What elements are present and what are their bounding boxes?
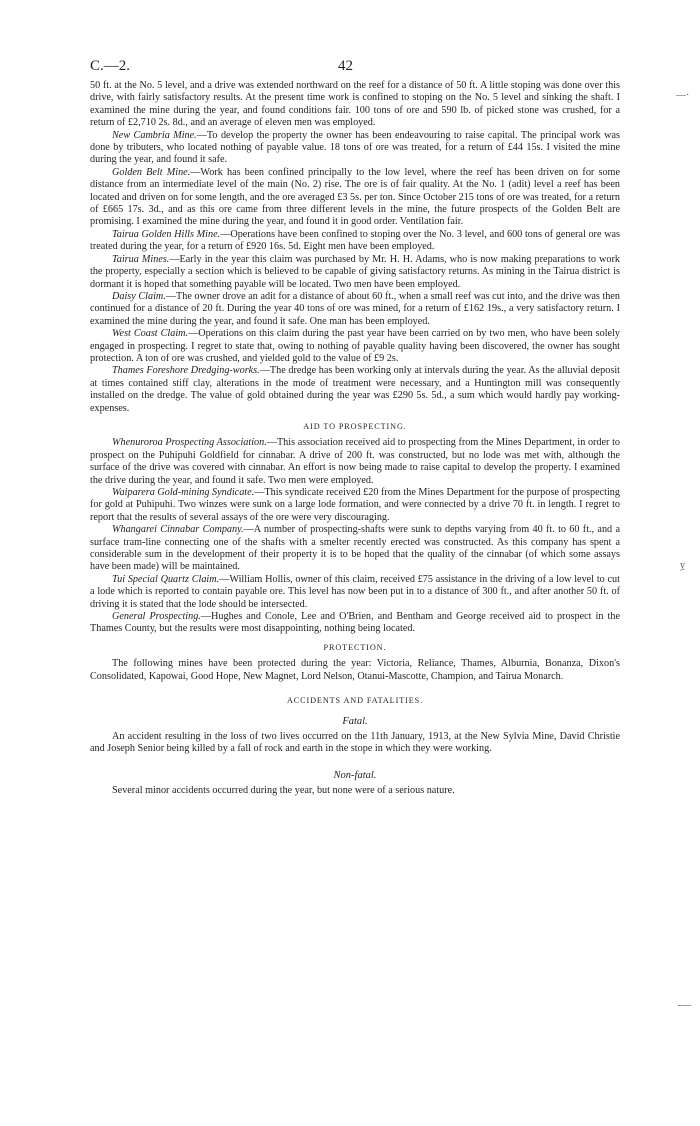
section-heading-protection: PROTECTION. bbox=[323, 642, 387, 652]
paragraph: New Cambria Mine.—To develop the property the owner has been endeavouring to raise capital. The principal work was done by tributers, who located nothing of payable value. 18 tons of ore was treated, for a return of £44 15s. I visited the mine during the year, and found it safe. bbox=[90, 129, 621, 166]
paragraph: Whenuroroa Prospecting Association.—This association received aid to prospecting from the Mines Department, in order to prospect on the Puhipuhi Goldfield for cinnabar. A drive of 200 ft. was constructed, but no lode was met with, although the surface of the drive was covered with cinnabar. An effort is now being made to raise capital to develop the property. I examined the drive during the year, and found it safe. Two men were employed. bbox=[90, 437, 620, 486]
paragraph-title: Daisy Claim. bbox=[112, 290, 166, 302]
paragraph-title: Tairua Mines. bbox=[112, 253, 170, 265]
paragraph-title: West Coast Claim. bbox=[112, 328, 189, 340]
protection-paragraph: The following mines have been protected during the year: Victoria, Reliance, Thames, Alburnia, Bonanza, Dixon's Consolidated, Kapowai, Good Hope, New Magnet, Lord Nelson, Otanui-Mascotte, Champion, and Tairua Monarch. bbox=[90, 658, 620, 682]
page-header bbox=[90, 58, 620, 78]
paragraph: General Prospecting.—Hughes and Conole, Lee and O'Brien, and Bentham and George received aid to prospect in the Thames County, but the results were most disappointing, nothing being located. bbox=[90, 611, 620, 635]
paragraph-title: General Prospecting. bbox=[112, 611, 201, 623]
paragraph: 50 ft. at the No. 5 level, and a drive was extended northward on the reef for a distance of 50 ft. A little stoping was done over this drive, with fairly satisfactory results. At the present time work is confined to stoping on the No. 5 level and sinking the shaft. I examined the mine during the year, and found conditions fair. 100 tons of ore and 590 lb. of picked stone was crushed, for a return of £2,710 2s. 8d., and an average of eleven men was employed. bbox=[90, 80, 620, 129]
paragraph-title: Whangarei Cinnabar Company. bbox=[112, 524, 244, 536]
paragraph: Tui Special Quartz Claim.—William Hollis, owner of this claim, received £75 assistance in the driving of a low level to cut a lode which is reported to contain payable ore. This level has now been put in to a distance of 300 ft., and after another 50 ft. of driving it is stated that the lode should be intersected. bbox=[90, 573, 620, 610]
margin-mark: —· bbox=[676, 90, 690, 101]
paragraph: West Coast Claim.—Operations on this claim during the past year have been carried on by two men, who have been solely engaged in prospecting. I regret to state that, owing to nothing of payable quality having been discovered, the owner has sought protection. A ton of ore was crushed, and yielded gold to the value of £9 2s. bbox=[90, 328, 620, 364]
document-body bbox=[90, 80, 620, 798]
paragraph: Whangarei Cinnabar Company.—A number of prospecting-shafts were sunk to depths varying from 40 ft. to 60 ft., and a surface tram-line connecting one of the shafts with a smelter recently erected was constructed. As this company has spent a considerable sum in the development of their property it is to be hoped that the quality of the cinnabar (of which some assays have been made) will be maintained. bbox=[90, 524, 620, 573]
paragraph: Waiparera Gold-mining Syndicate.—This syndicate received £20 from the Mines Department for the purpose of prospecting for gold at Puhipuhi. Two winzes were sunk on a large lode formation, and were connected by a drive 70 ft. in length. I regret to report that the results of several assays of the ore were very discouraging. bbox=[90, 487, 620, 523]
paragraph-title: Golden Belt Mine. bbox=[112, 166, 191, 178]
paragraph-title: Thames Foreshore Dredging-works. bbox=[112, 365, 260, 377]
paragraph-title: Waiparera Gold-mining Syndicate. bbox=[112, 487, 255, 498]
paragraph-title: Whenuroroa Prospecting Association. bbox=[112, 437, 267, 449]
series-code: C.—2. bbox=[90, 58, 131, 74]
section-heading-accidents: ACCIDENTS AND FATALITIES. bbox=[286, 696, 424, 706]
paragraph: Tairua Mines.—Early in the year this claim was purchased by Mr. H. H. Adams, who is now making preparations to work the property, especially a section which is believed to be capable of giving satisfactory returns. As mining in the Tairua district is dormant it is hoped that something payable will be located. Two men have been employed. bbox=[90, 253, 620, 290]
page-number: 42 bbox=[338, 58, 353, 74]
section-heading-aid: AID TO PROSPECTING. bbox=[303, 421, 407, 431]
fatal-paragraph: An accident resulting in the loss of two lives occurred on the 11th January, 1913, at the New Sylvia Mine, David Christie and Joseph Senior being killed by a fall of rock and earth in the stope in which they were working. bbox=[90, 730, 620, 755]
subheading-nonfatal: Non-fatal. bbox=[333, 769, 377, 781]
nonfatal-paragraph: Several minor accidents occurred during the year, but none were of a serious nature. bbox=[112, 785, 455, 797]
paragraph-title: Tui Special Quartz Claim. bbox=[112, 573, 220, 585]
margin-mark: ỵ bbox=[680, 560, 685, 571]
margin-mark: -— bbox=[678, 1000, 692, 1011]
paragraph: Tairua Golden Hills Mine.—Operations have been confined to stoping over the No. 3 level, and 600 tons of general ore was treated during the year, for a return of £920 16s. 5d. Eight men have been employed. bbox=[90, 228, 621, 253]
paragraph-title: Tairua Golden Hills Mine. bbox=[112, 228, 221, 240]
paragraph-title: New Cambria Mine. bbox=[112, 129, 197, 141]
paragraph: Golden Belt Mine.—Work has been confined principally to the low level, where the reef has been driven on for some distance from an intermediate level of the main (No. 2) rise. The ore is of fair quality. At the No. 1 (adit) level a reef has been located and driven on for some length, and the ore averaged £3 5s. per ton. Since October 215 tons of ore was treated, for a return of £665 17s. 3d., and as this ore came from three different levels in the mine, the future prospects of the Golden Belt are promising. I examined the mine during the year, and found it in good order. Ventilation fair. bbox=[90, 166, 620, 228]
paragraph: Daisy Claim.—The owner drove an adit for a distance of about 60 ft., when a small reef was cut into, and the drive was then continued for a distance of 20 ft. During the year 40 tons of ore was mined, for a return of £162 19s., a very satisfactory return. I examined the mine during the year, and found it safe. One man has been employed. bbox=[90, 290, 620, 327]
paragraph: Thames Foreshore Dredging-works.—The dredge has been working only at intervals during the year. As the alluvial deposit at times contained stiff clay, alterations in the mode of treatment were necessary, and a Huntington mill was consequently installed on the dredge. The value of gold obtained during the year was £290 5s. 5d., a sum which would hardly pay working-expenses. bbox=[90, 365, 621, 414]
subheading-fatal: Fatal. bbox=[342, 715, 368, 727]
